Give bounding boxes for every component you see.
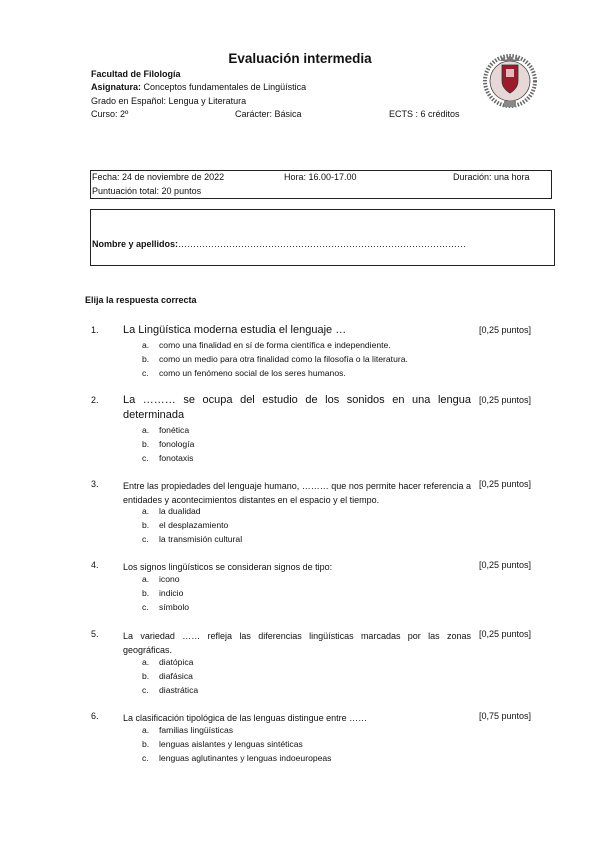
exam-date: Fecha: 24 de noviembre de 2022 [92, 172, 225, 182]
question-points: [0,25 puntos] [479, 629, 532, 639]
exam-info-box [90, 170, 552, 199]
option-letter: c. [142, 685, 149, 695]
subject-line [91, 81, 306, 94]
question-points: [0,25 puntos] [479, 560, 532, 570]
option-text: como una finalidad en sí de forma científica e independiente. [159, 340, 391, 350]
student-name-dots: …………………………………………………………………………………… [178, 239, 467, 249]
option-letter: b. [142, 354, 150, 364]
answer-option-a[interactable] [142, 657, 193, 667]
course-line: Curso: 2º [91, 109, 129, 119]
option-text: diafásica [159, 671, 193, 681]
question-number: 3. [91, 479, 99, 489]
option-letter: a. [142, 425, 150, 435]
option-letter: c. [142, 534, 149, 544]
question-text: La Lingüística moderna estudia el lenguaje … [123, 324, 347, 336]
document-title: Evaluación intermedia [228, 51, 372, 66]
question-text: La ……… se ocupa del estudio de los sonidos en una lengua determinada [123, 394, 471, 421]
option-letter: b. [142, 671, 150, 681]
option-text: familias lingüísticas [159, 725, 234, 735]
answer-option-c[interactable] [142, 368, 346, 378]
question-number: 6. [91, 711, 99, 721]
question-points: [0,75 puntos] [479, 711, 532, 721]
question-points: [0,25 puntos] [479, 395, 532, 405]
option-letter: b. [142, 588, 150, 598]
answer-option-a[interactable] [142, 425, 189, 435]
exam-time: Hora: 16.00-17.00 [284, 172, 357, 182]
option-letter: a. [142, 725, 150, 735]
answer-option-b[interactable] [142, 588, 183, 598]
question-number: 1. [91, 325, 99, 335]
option-letter: b. [142, 739, 150, 749]
exam-duration: Duración: una hora [453, 172, 530, 182]
answer-option-b[interactable] [142, 354, 408, 364]
student-name-box[interactable] [90, 209, 555, 266]
subject-label: Asignatura: [91, 82, 142, 92]
question-text: La variedad …… refleja las diferencias lingüísticas marcadas por las zonas geográficas. [123, 631, 471, 655]
option-text: como un medio para otra finalidad como la filosofía o la literatura. [159, 354, 408, 364]
answer-option-c[interactable] [142, 753, 331, 763]
option-text: lenguas aglutinantes y lenguas indoeuropeas [159, 753, 332, 763]
option-letter: a. [142, 574, 150, 584]
question-number: 2. [91, 395, 99, 405]
question-text: Entre las propiedades del lenguaje humano, ……… que nos permite hacer referencia a entidades y acontecimientos distantes en el espacio y el tiempo. [123, 481, 471, 505]
option-letter: b. [142, 520, 150, 530]
answer-option-c[interactable] [142, 453, 193, 463]
option-letter: a. [142, 340, 150, 350]
question-text: La clasificación tipológica de las lenguas distingue entre …… [123, 713, 368, 723]
option-letter: c. [142, 453, 149, 463]
answer-option-a[interactable] [142, 506, 201, 516]
answer-option-b[interactable] [142, 671, 193, 681]
option-letter: a. [142, 506, 150, 516]
option-letter: c. [142, 368, 149, 378]
option-text: símbolo [159, 602, 190, 612]
option-text: icono [159, 574, 180, 584]
degree-line: Grado en Español: Lengua y Literatura [91, 96, 247, 106]
option-text: lenguas aislantes y lenguas sintéticas [159, 739, 303, 749]
answer-option-c[interactable] [142, 685, 198, 695]
section-title: Elija la respuesta correcta [85, 295, 197, 305]
faculty-name: Facultad de Filología [91, 69, 181, 79]
option-text: la dualidad [159, 506, 201, 516]
option-text: como un fenómeno social de los seres humanos. [159, 368, 346, 378]
option-text: indicio [159, 588, 184, 598]
option-letter: c. [142, 753, 149, 763]
total-score: Puntuación total: 20 puntos [92, 186, 202, 196]
answer-option-c[interactable] [142, 602, 189, 612]
question-text: Los signos lingüísticos se consideran signos de tipo: [123, 562, 333, 572]
subject-value: Conceptos fundamentales de Lingüística [143, 82, 307, 92]
answer-option-a[interactable] [142, 574, 180, 584]
answer-option-a[interactable] [142, 340, 391, 350]
option-text: fonética [159, 425, 190, 435]
question-points: [0,25 puntos] [479, 479, 532, 489]
option-text: el desplazamiento [159, 520, 229, 530]
option-text: fonología [159, 439, 195, 449]
character-line: Carácter: Básica [235, 109, 302, 119]
option-text: diatópica [159, 657, 194, 667]
answer-option-b[interactable] [142, 520, 228, 530]
answer-option-b[interactable] [142, 739, 303, 749]
student-name-field[interactable] [92, 239, 466, 249]
university-seal-icon [482, 51, 538, 115]
question-number: 5. [91, 629, 99, 639]
answer-option-b[interactable] [142, 439, 194, 449]
question-number: 4. [91, 560, 99, 570]
option-text: la transmisión cultural [159, 534, 243, 544]
answer-option-a[interactable] [142, 725, 233, 735]
option-letter: a. [142, 657, 150, 667]
option-letter: c. [142, 602, 149, 612]
question-points: [0,25 puntos] [479, 325, 532, 335]
option-text: fonotaxis [159, 453, 194, 463]
option-text: diastrática [159, 685, 199, 695]
student-name-label: Nombre y apellidos: [92, 239, 179, 249]
ects-line: ECTS : 6 créditos [389, 109, 460, 119]
option-letter: b. [142, 439, 150, 449]
answer-option-c[interactable] [142, 534, 242, 544]
